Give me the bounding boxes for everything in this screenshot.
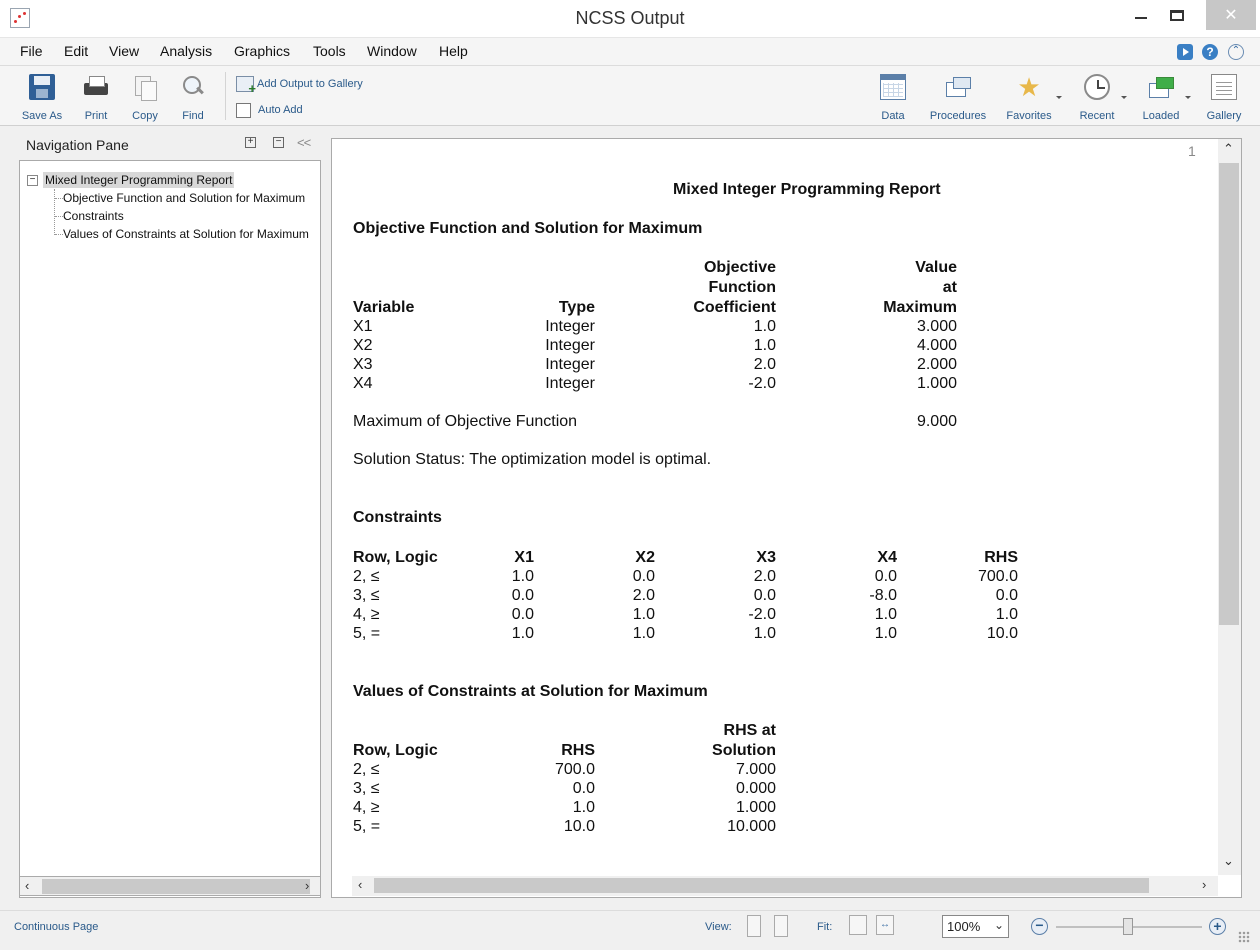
zoom-value: 100% [947,919,981,934]
col-header-rhs-at-1: RHS at [723,722,776,739]
zoom-out-icon[interactable]: − [1031,918,1048,935]
copy-icon [132,74,158,100]
scroll-right-icon[interactable]: › [1202,877,1207,892]
toolbar-divider [225,72,226,120]
table-cell: Integer [545,356,595,373]
window-title: NCSS Output [575,8,685,28]
table-cell: 700.0 [977,568,1018,585]
col-header-x3: X3 [756,549,776,566]
menu-edit[interactable]: Edit [64,43,89,59]
table-cell: 1.0 [874,606,897,623]
report-title: Mixed Integer Programming Report [673,181,941,198]
table-cell: 1.000 [916,375,957,392]
table-cell: 1.0 [874,625,897,642]
table-cell: 0.0 [874,568,897,585]
favorites-button[interactable] [1001,70,1057,124]
printer-icon [83,74,109,100]
magnifier-icon [180,74,206,100]
procedures-button[interactable] [930,70,986,124]
table-cell: -8.0 [869,587,897,604]
col-header-row-logic: Row, Logic [353,549,438,566]
solution-status: Solution Status: The optimization model is optimal. [353,451,712,468]
table-cell: 0.0 [995,587,1018,604]
col-header-coef-1: Objective [703,259,776,276]
title-bar [0,0,1260,38]
scroll-right-icon[interactable]: › [305,878,310,893]
col-header-rhs: RHS [984,549,1018,566]
dropdown-arrow-icon [1185,96,1191,99]
navigation-tree [19,160,321,898]
menu-help[interactable]: Help [439,43,468,59]
zoom-in-icon[interactable]: + [1209,918,1226,935]
expand-all-icon[interactable]: + [245,137,256,148]
scrollbar-thumb[interactable] [374,878,1149,893]
scroll-left-icon[interactable]: ‹ [25,878,30,893]
recent-label: Recent [1079,110,1115,122]
table-cell: 1.0 [511,625,534,642]
table-cell: 0.0 [632,568,655,585]
table-cell: 1.0 [572,799,595,816]
col-header-x4: X4 [877,549,897,566]
table-cell: 1.0 [632,625,655,642]
auto-add-checkbox[interactable] [236,101,303,119]
tree-item-report[interactable]: Mixed Integer Programming Report [45,173,233,187]
table-cell: 1.0 [753,318,776,335]
scrollbar-thumb[interactable] [42,879,310,894]
table-cell: 1.0 [995,606,1018,623]
favorites-label: Favorites [1006,110,1052,122]
spreadsheet-icon [880,74,906,100]
scroll-down-icon[interactable]: ⌄ [1223,853,1234,868]
tree-connector [55,198,63,199]
table-cell: 2.0 [753,568,776,585]
menu-view[interactable]: View [109,43,140,59]
table-cell: 1.0 [511,568,534,585]
zoom-select[interactable] [942,915,1009,938]
page-mode-label: Continuous Page [14,921,99,933]
menu-bar [0,38,1260,66]
gallery-button[interactable] [1196,70,1252,124]
chevron-down-icon: ⌄ [993,918,1004,932]
windows-icon [945,74,971,100]
menu-analysis[interactable]: Analysis [160,43,213,59]
col-header-x1: X1 [514,549,534,566]
table-cell: 1.000 [735,799,776,816]
col-header-value-2: at [942,279,957,296]
table-cell: 3, ≤ [353,780,380,797]
table-cell: 0.0 [511,587,534,604]
tree-item-constraints[interactable]: Constraints [63,209,124,223]
tree-connector [54,189,55,235]
table-cell: 700.0 [554,761,595,778]
col-header-row-logic: Row, Logic [353,742,438,759]
auto-add-label: Auto Add [258,104,303,116]
max-objective-label: Maximum of Objective Function [353,413,578,430]
col-header-variable: Variable [353,299,415,316]
table-cell: 5, = [353,625,381,642]
col-header-value-1: Value [915,259,957,276]
close-button[interactable] [1206,0,1256,30]
star-icon: ★ [1017,72,1041,102]
fit-width-icon[interactable]: ↔ [876,915,894,935]
tree-connector [55,216,63,217]
recent-button[interactable] [1069,70,1125,124]
menu-graphics[interactable]: Graphics [234,43,291,59]
table-cell: 2.0 [632,587,655,604]
print-label: Print [84,110,108,122]
table-cell: X1 [353,318,373,335]
table-cell: 3, ≤ [353,587,380,604]
col-header-type: Type [558,299,595,316]
table-cell: 0.0 [511,606,534,623]
dropdown-arrow-icon [1121,96,1127,99]
table-cell: 7.000 [735,761,776,778]
close-icon: ✕ [1224,7,1238,24]
table-cell: -2.0 [748,375,776,392]
scrollbar-thumb[interactable] [1219,163,1239,625]
table-cell: 2.0 [753,356,776,373]
add-output-gallery-label: Add Output to Gallery [257,78,363,90]
table-cell: 3.000 [916,318,957,335]
menu-file[interactable]: File [20,43,43,59]
loaded-button[interactable] [1133,70,1189,124]
maximize-button[interactable] [1154,0,1200,30]
section-heading-objective: Objective Function and Solution for Maximum [353,220,703,237]
table-cell: 10.0 [986,625,1018,642]
tree-connector [55,234,63,235]
table-cell: Integer [545,337,595,354]
table-cell: 10.000 [727,818,776,835]
help-icon[interactable]: ? [1202,44,1218,60]
table-cell: 2, ≤ [353,761,380,778]
table-cell: 2.000 [916,356,957,373]
table-cell: 1.0 [753,625,776,642]
fit-page-icon[interactable] [849,915,867,935]
data-label: Data [881,110,905,122]
scroll-up-icon[interactable]: ⌃ [1223,141,1234,156]
col-header-coef-2: Function [708,279,776,296]
table-cell: 0.000 [735,780,776,797]
hide-pane-icon[interactable]: << [297,135,311,150]
table-cell: 4.000 [916,337,957,354]
col-header-rhs: RHS [561,742,595,759]
toolbar [0,66,1260,126]
menu-tools[interactable]: Tools [313,43,346,59]
table-cell: X4 [353,375,373,392]
page-number: 1 [1188,143,1196,159]
table-cell: Integer [545,375,595,392]
table-cell: 4, ≥ [353,606,380,623]
report-horizontal-scrollbar[interactable] [352,876,1218,896]
fit-label: Fit: [817,921,833,933]
save-as-label: Save As [21,110,63,122]
section-heading-constraints: Constraints [353,509,442,526]
add-to-gallery-icon [236,76,254,92]
add-output-to-gallery-button[interactable] [236,75,363,93]
zoom-slider-thumb[interactable] [1123,918,1133,935]
document-list-icon [1211,74,1237,100]
two-page-view-icon[interactable] [774,915,788,937]
collapse-all-icon[interactable]: − [273,137,284,148]
tree-item-objective-function[interactable]: Objective Function and Solution for Maximum [63,191,306,205]
table-cell: 4, ≥ [353,799,380,816]
max-objective-value: 9.000 [916,413,957,430]
minimize-icon [1135,17,1147,19]
status-bar [0,910,1260,950]
table-cell: 10.0 [563,818,595,835]
checkbox-icon [236,103,251,118]
table-cell: Integer [545,318,595,335]
col-header-rhs-at-2: Solution [712,742,776,759]
section-heading-constraint-values: Values of Constraints at Solution for Maximum [353,683,708,700]
find-label: Find [182,110,204,122]
scroll-left-icon[interactable]: ‹ [358,877,363,892]
dropdown-arrow-icon [1056,96,1062,99]
play-video-icon[interactable] [1177,44,1193,60]
table-cell: 0.0 [572,780,595,797]
gallery-label: Gallery [1206,110,1242,122]
col-header-x2: X2 [635,549,655,566]
navigation-pane-title: Navigation Pane [26,137,129,153]
table-cell: 1.0 [632,606,655,623]
loaded-windows-icon [1148,74,1174,100]
col-header-value-3: Maximum [883,299,957,316]
clock-icon [1084,74,1110,100]
find-button[interactable] [165,70,221,124]
data-button[interactable] [865,70,921,124]
tree-collapse-icon[interactable]: − [27,175,38,186]
table-cell: -2.0 [748,606,776,623]
report-vertical-scrollbar[interactable] [1218,139,1241,875]
table-cell: X2 [353,337,373,354]
view-label: View: [705,921,732,933]
loaded-label: Loaded [1142,110,1180,122]
single-page-view-icon[interactable] [747,915,761,937]
navigation-pane-header [19,132,321,156]
report-output-pane [331,138,1242,898]
procedures-label: Procedures [929,110,987,122]
maximize-icon [1170,10,1184,21]
col-header-coef-3: Coefficient [693,299,776,316]
table-cell: 1.0 [753,337,776,354]
table-cell: 5, = [353,818,381,835]
collapse-ribbon-icon[interactable]: ⌃ [1228,44,1244,60]
copy-label: Copy [132,110,158,122]
resize-grip-icon[interactable] [1238,931,1250,943]
save-icon [29,74,55,100]
tree-item-constraint-values[interactable]: Values of Constraints at Solution for Maximum [63,227,309,241]
menu-window[interactable]: Window [367,43,417,59]
navigation-horizontal-scrollbar[interactable] [19,876,321,896]
table-cell: 0.0 [753,587,776,604]
table-cell: 2, ≤ [353,568,380,585]
table-cell: X3 [353,356,373,373]
